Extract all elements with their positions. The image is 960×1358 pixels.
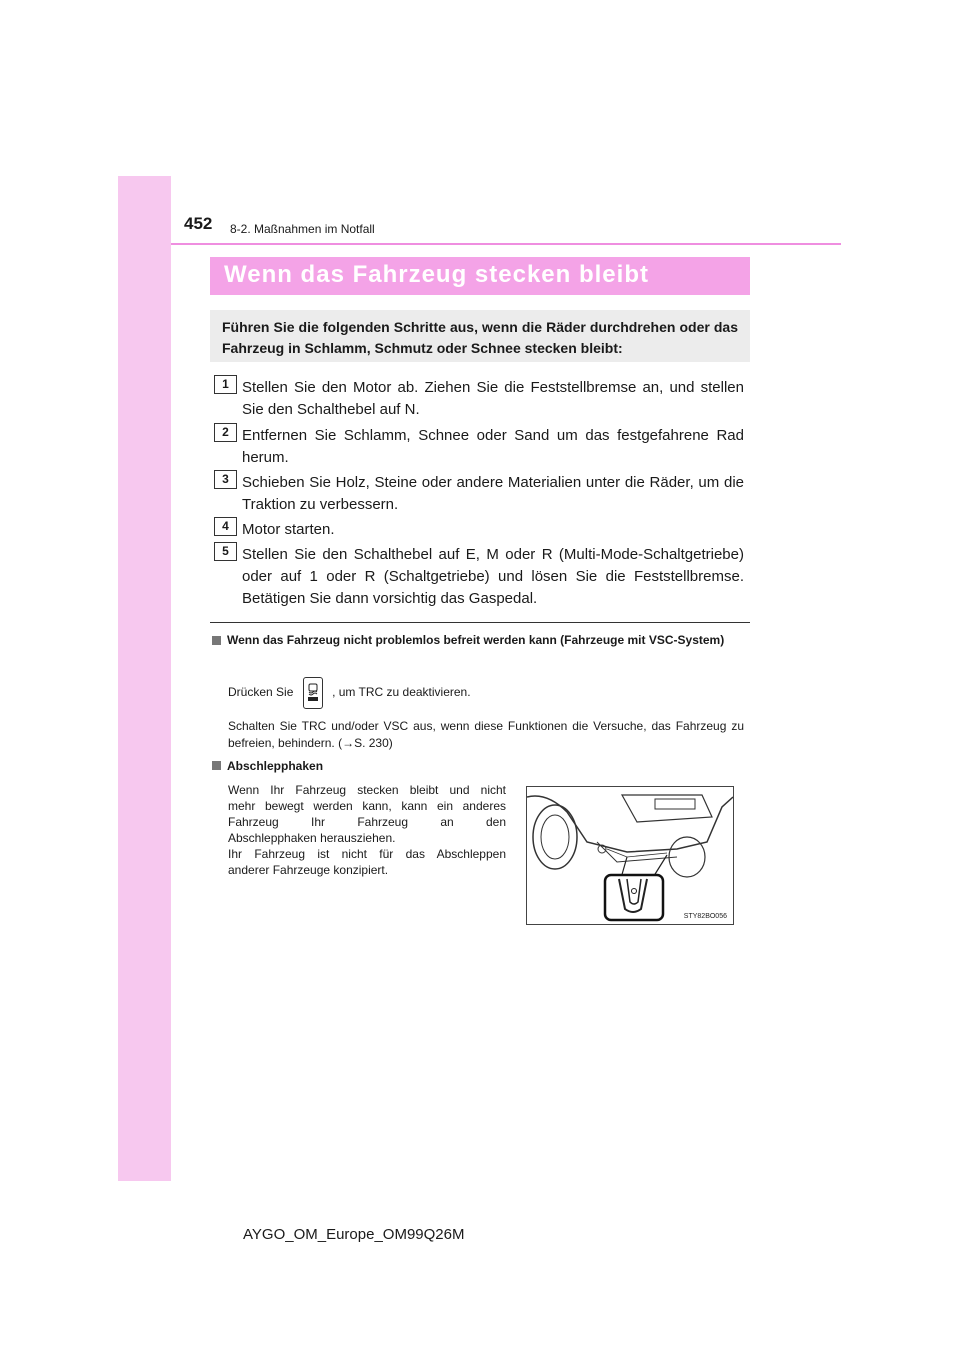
- vsc-heading: [212, 632, 750, 649]
- towing-line: Wenn Ihr Fahrzeug stecken bleibt und nicht: [228, 783, 506, 797]
- towing-heading: [212, 757, 323, 775]
- section-divider: [210, 622, 750, 623]
- towing-line: Ihr Fahrzeug ist nicht für das Abschleppen: [228, 847, 506, 861]
- step-text: Motor starten.: [242, 521, 335, 538]
- step-text: Stellen Sie den Schalthebel auf E, M oder R (Multi-Mode-Schaltgetriebe) oder auf 1 oder R (Schaltgetriebe) und lösen Sie die Feststellbremse. Betätigen Sie dann vorsichtig das Gaspedal.: [242, 546, 744, 607]
- towing-heading-text: Abschlepphaken: [227, 759, 324, 773]
- towing-text: [228, 782, 506, 878]
- header-rule: [171, 243, 841, 245]
- step-text: Entfernen Sie Schlamm, Schnee oder Sand um das festgefahrene Rad herum.: [242, 427, 744, 466]
- step-number: 5: [214, 542, 237, 561]
- vsc-press-line: [228, 677, 471, 709]
- intro-box: [210, 310, 750, 362]
- intro-text: Führen Sie die folgenden Schritte aus, wenn die Räder durchdrehen oder das Fahrzeug in Schlamm, Schmutz oder Schnee stecken bleibt:: [222, 319, 738, 356]
- square-bullet-icon: [212, 636, 221, 645]
- vsc-note: Schalten Sie TRC und/oder VSC aus, wenn diese Funktionen die Versuche, das Fahrzeug zu befreien, behindern. (→S. 230): [228, 719, 744, 750]
- square-bullet-icon: [212, 761, 221, 770]
- press-after-text: , um TRC zu deaktivieren.: [332, 685, 471, 700]
- title-bar: [210, 257, 750, 295]
- vsc-off-button-icon: [303, 677, 323, 709]
- page-number: 452: [184, 214, 213, 233]
- towing-line: mehr bewegt werden kann, kann ein anderes: [228, 799, 506, 813]
- step-number: 2: [214, 423, 237, 442]
- side-band: [118, 176, 171, 1181]
- section-label: 8-2. Maßnahmen im Notfall: [230, 222, 375, 236]
- step-text: Schieben Sie Holz, Steine oder andere Materialien unter die Räder, um die Traktion zu verbessern.: [242, 474, 744, 513]
- towing-line: anderer Fahrzeuge konzipiert.: [228, 863, 389, 877]
- press-before-text: Drücken Sie: [228, 685, 294, 700]
- step-number: 3: [214, 470, 237, 489]
- tow-hook-illustration: [526, 786, 734, 925]
- vsc-heading-text: Wenn das Fahrzeug nicht problemlos befreit werden kann (Fahrzeuge mit VSC-System): [227, 633, 725, 647]
- page-title: Wenn das Fahrzeug stecken bleibt: [224, 261, 649, 288]
- step-number: 1: [214, 375, 237, 394]
- towing-line: Abschlepphaken herausziehen.: [228, 831, 396, 845]
- towing-line: Fahrzeug Ihr Fahrzeug an den: [228, 815, 506, 829]
- figure-label: STY82BO056: [683, 913, 727, 920]
- step-text: Stellen Sie den Motor ab. Ziehen Sie die Feststellbremse an, und stellen Sie den Schalthebel auf N.: [242, 379, 744, 418]
- footer-doc-id: AYGO_OM_Europe_OM99Q26M: [243, 1226, 465, 1243]
- step-number: 4: [214, 517, 237, 536]
